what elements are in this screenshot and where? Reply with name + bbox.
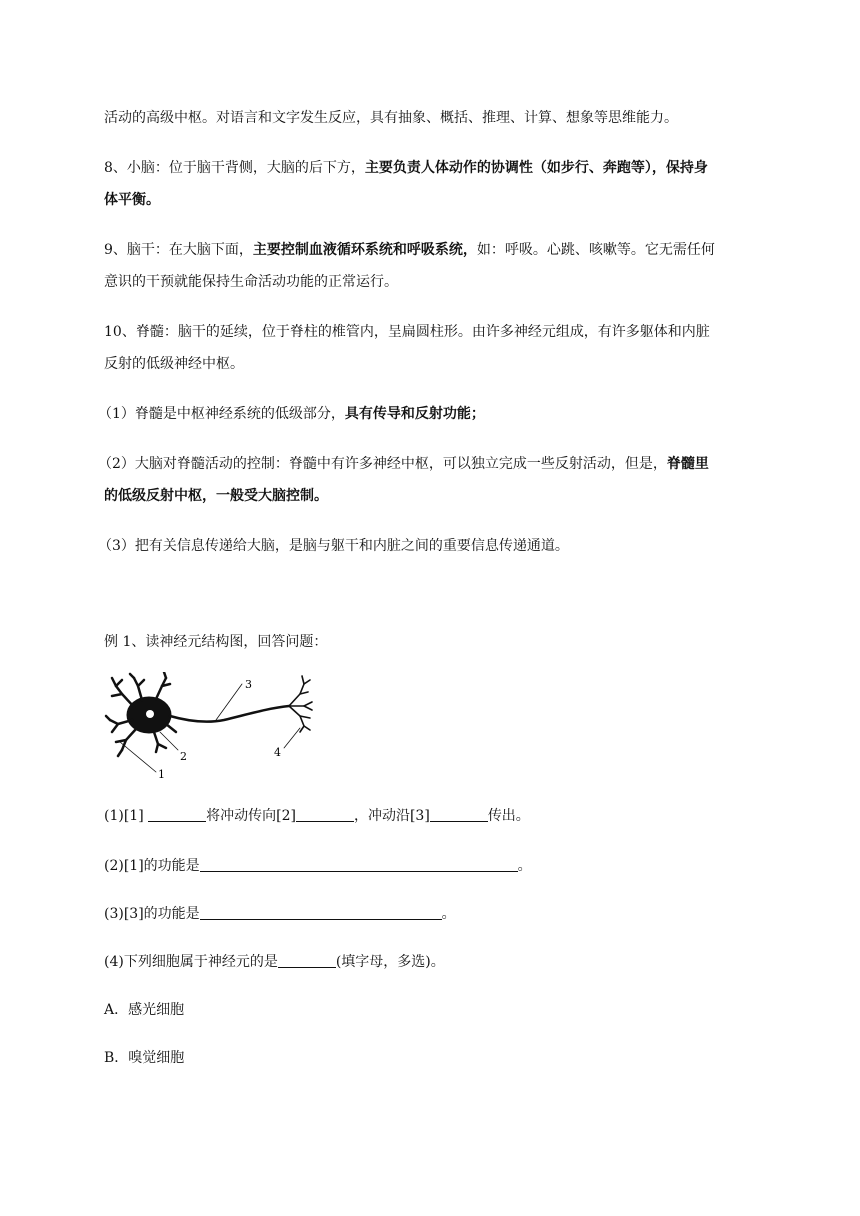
- question-2-suffix: 。: [517, 858, 532, 874]
- paragraph-cerebellum-line2: [104, 190, 160, 210]
- neuron-diagram: [104, 672, 334, 782]
- brainstem-bold-text: 主要控制血液循环系统和呼吸系统，: [252, 242, 477, 258]
- subpoint-2-bold-2: 的低级反射中枢，一般受大脑控制。: [104, 488, 328, 504]
- option-b: B．嗅觉细胞: [104, 1050, 185, 1066]
- subpoint-3: （3）把有关信息传递给大脑，是脑与躯干和内脏之间的重要信息传递通道。: [98, 538, 569, 554]
- question-3: [104, 904, 456, 924]
- brainstem-text: 9、脑干：在大脑下面，: [104, 242, 253, 258]
- blank-1-3[interactable]: [430, 807, 488, 822]
- label-2: 2: [180, 750, 187, 763]
- label-1: 1: [158, 768, 165, 781]
- question-4-prefix: (4)下列细胞属于神经元的是: [104, 954, 278, 970]
- question-2-prefix: (2)[1]的功能是: [104, 858, 200, 874]
- cerebellum-text: 8、小脑：位于脑干背侧，大脑的后下方，: [104, 160, 365, 176]
- cerebellum-bold-text-2: 体平衡。: [104, 192, 160, 208]
- blank-2[interactable]: [200, 857, 518, 872]
- label-4: 4: [274, 746, 281, 759]
- question-1: [104, 806, 530, 826]
- blank-1-2[interactable]: [296, 807, 354, 822]
- question-1-suffix: 传出。: [487, 808, 530, 824]
- question-4: [104, 952, 445, 972]
- example-title: 例 1、读神经元结构图，回答问题：: [104, 634, 328, 650]
- question-3-suffix: 。: [441, 906, 456, 922]
- paragraph-brainstem-line2: 意识的干预就能保持生命活动功能的正常运行。: [104, 274, 398, 290]
- axon-terminals: [289, 676, 312, 732]
- label-3: 3: [245, 678, 252, 691]
- cerebellum-bold-text: 主要负责人体动作的协调性（如步行、奔跑等），保持身: [364, 160, 708, 176]
- question-1-prefix: (1)[1]: [104, 808, 149, 824]
- subpoint-2: [98, 454, 709, 474]
- paragraph-spinal-cord-line2: 反射的低级神经中枢。: [104, 356, 244, 372]
- blank-1-1[interactable]: [148, 807, 206, 822]
- paragraph-cerebellum: [104, 158, 708, 178]
- question-1-mid-2: ，冲动沿[3]: [353, 808, 430, 824]
- blank-4[interactable]: [278, 953, 336, 968]
- subpoint-1: [98, 404, 485, 424]
- axon: [170, 706, 289, 722]
- neuron-drawing: [106, 672, 312, 772]
- question-2: [104, 856, 532, 876]
- brainstem-text-2: 如：呼吸。心跳、咳嗽等。它无需任何: [476, 242, 715, 258]
- question-4-suffix: (填字母，多选)。: [335, 954, 445, 970]
- question-1-mid: 将冲动传向[2]: [206, 808, 296, 824]
- nucleus: [146, 710, 154, 718]
- question-3-prefix: (3)[3]的功能是: [104, 906, 200, 922]
- paragraph-brainstem: [104, 240, 715, 260]
- subpoint-2-bold: 脊髓里: [666, 456, 709, 472]
- paragraph-cerebrum-continued: 活动的高级中枢。对语言和文字发生反应，具有抽象、概括、推理、计算、想象等思维能力。: [104, 110, 678, 126]
- subpoint-2-text: （2）大脑对脊髓活动的控制：脊髓中有许多神经中枢，可以独立完成一些反射活动，但是，: [98, 456, 667, 472]
- subpoint-1-text: （1）脊髓是中枢神经系统的低级部分，: [98, 406, 345, 422]
- blank-3[interactable]: [200, 905, 442, 920]
- subpoint-2-line2: [104, 486, 328, 506]
- subpoint-1-bold: 具有传导和反射功能；: [344, 406, 485, 422]
- option-a: A．感光细胞: [104, 1002, 185, 1018]
- paragraph-spinal-cord: 10、脊髓：脑干的延续，位于脊柱的椎管内，呈扁圆柱形。由许多神经元组成，有许多躯体和内脏: [104, 324, 710, 340]
